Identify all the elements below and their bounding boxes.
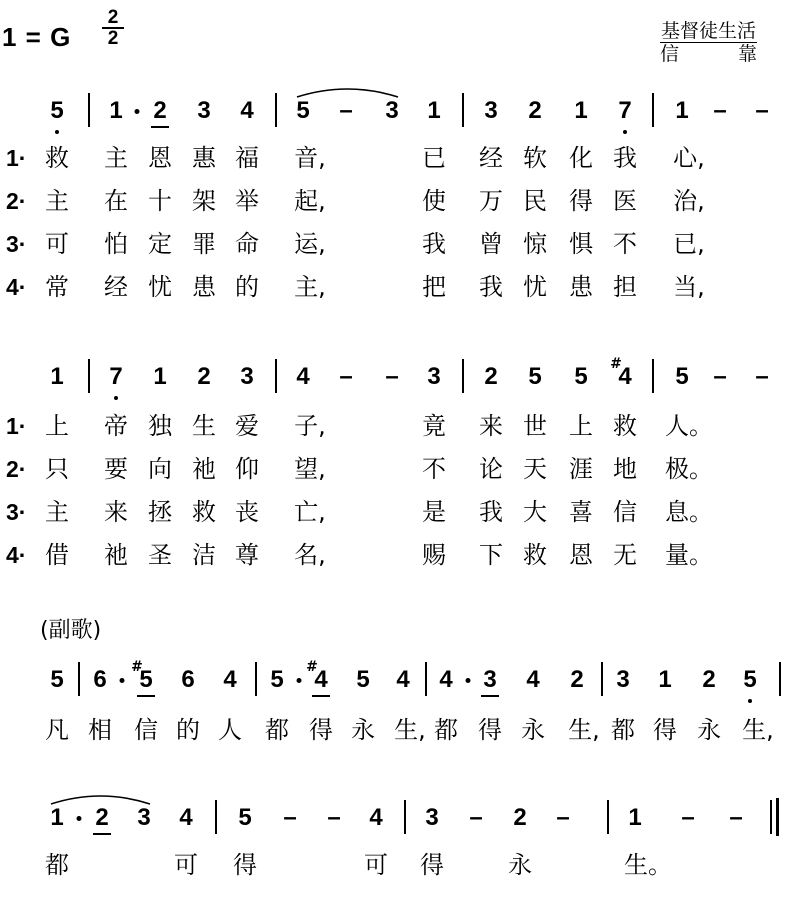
eighth-underline <box>481 695 499 697</box>
slur-group <box>0 91 799 131</box>
lyric-char: 大 <box>523 498 547 526</box>
verse-number: 4 · <box>6 540 26 570</box>
lyric-char: 忧 <box>523 273 547 301</box>
lyric-char: 永 <box>521 716 545 744</box>
lyric-char: 仰 <box>235 455 259 483</box>
note: 3 <box>197 97 211 124</box>
lyric-char: 救 <box>613 412 637 440</box>
note: 2 <box>513 804 527 831</box>
note: 5 <box>50 97 64 124</box>
key-signature: 1 = G <box>2 22 72 52</box>
note: 1 <box>153 363 167 390</box>
lyric-char: 望, <box>294 455 326 483</box>
lyric-char: 尊 <box>235 541 259 569</box>
eighth-underline <box>137 695 155 697</box>
note: 4 <box>314 666 328 693</box>
note: 3 <box>427 363 441 390</box>
sustain-dash: – <box>755 363 769 390</box>
lyric-char: 丧 <box>235 498 259 526</box>
lyric-char: 人 <box>218 716 242 744</box>
lyric-char: 举 <box>235 187 259 215</box>
hymn-category: 基督徒生活 <box>660 20 756 42</box>
system-4-music <box>0 798 799 838</box>
lyric-char: 名, <box>294 541 326 569</box>
lyric-char: 已, <box>673 230 705 258</box>
lyric-char: 只 <box>45 455 69 483</box>
lyric-char: 信 <box>134 716 158 744</box>
note: 4 <box>618 363 632 390</box>
subcategory-char-2: 靠 <box>737 43 757 65</box>
lyric-char: 曾 <box>479 230 503 258</box>
lyric-char: 软 <box>523 144 547 172</box>
lyric-char: 都 <box>265 716 289 744</box>
note: 6 <box>181 666 195 693</box>
note: 4 <box>369 804 383 831</box>
note: 3 <box>425 804 439 831</box>
lyric-char: 生 <box>192 412 216 440</box>
lyric-char: 永 <box>697 716 721 744</box>
verse-line <box>0 272 799 312</box>
system-1-music <box>0 91 799 131</box>
augmentation-dot <box>297 678 302 683</box>
sharp-sign: # <box>610 356 622 372</box>
lyric-char: 主 <box>45 187 69 215</box>
bar-line <box>652 359 654 393</box>
note: 5 <box>356 666 370 693</box>
bar-line <box>275 359 277 393</box>
note: 1 <box>50 363 64 390</box>
bar-line <box>88 359 90 393</box>
hymn-attribution <box>660 20 757 65</box>
lyric-char: 恩 <box>569 541 593 569</box>
note: 4 <box>396 666 410 693</box>
lyric-char: 下 <box>479 541 503 569</box>
low-octave-dot <box>748 699 752 703</box>
lyric-char: 子, <box>294 412 326 440</box>
bar-line <box>779 662 781 696</box>
lyric-char: 赐 <box>422 541 446 569</box>
lyric-char: 心, <box>673 144 705 172</box>
note: 4 <box>240 97 254 124</box>
system-3-lyrics <box>0 715 799 755</box>
sustain-dash: – <box>339 97 353 124</box>
lyric-char: 涯 <box>569 455 593 483</box>
lyric-char: 凡 <box>45 716 69 744</box>
time-numerator: 2 <box>102 8 124 29</box>
note: 5 <box>238 804 252 831</box>
lyric-char: 已 <box>422 144 446 172</box>
lyric-char: 独 <box>148 412 172 440</box>
lyric-char: 洁 <box>192 541 216 569</box>
lyric-char: 民 <box>523 187 547 215</box>
lyric-char: 是 <box>422 498 446 526</box>
lyric-char: 要 <box>104 455 128 483</box>
note: 1 <box>109 97 123 124</box>
lyric-char: 得 <box>478 716 502 744</box>
bar-line <box>425 662 427 696</box>
verse-number: 1 · <box>6 411 26 441</box>
lyric-char: 惊 <box>523 230 547 258</box>
lyric-char: 息。 <box>665 498 713 526</box>
lyric-char: 来 <box>479 412 503 440</box>
lyric-char: 罪 <box>192 230 216 258</box>
lyric-char: 得 <box>569 187 593 215</box>
lyric-char: 的 <box>176 716 200 744</box>
note: 1 <box>427 97 441 124</box>
lyric-char: 都 <box>611 716 635 744</box>
note: 4 <box>439 666 453 693</box>
lyric-char: 可 <box>364 851 388 879</box>
lyric-char: 主, <box>294 273 326 301</box>
note: 2 <box>570 666 584 693</box>
lyric-char: 帝 <box>104 412 128 440</box>
lyric-char: 治, <box>673 187 705 215</box>
subcategory-char-1: 信 <box>659 43 679 65</box>
lyric-char: 相 <box>88 716 112 744</box>
lyric-char: 不 <box>422 455 446 483</box>
lyric-char: 竟 <box>422 412 446 440</box>
lyric-char: 不 <box>613 230 637 258</box>
lyric-char: 地 <box>613 455 637 483</box>
lyric-char: 把 <box>422 273 446 301</box>
verse-number: 3 · <box>6 229 26 259</box>
lyric-char: 得 <box>233 851 257 879</box>
sustain-dash: – <box>385 363 399 390</box>
note: 3 <box>137 804 151 831</box>
verse-number: 3 · <box>6 497 26 527</box>
note: 2 <box>484 363 498 390</box>
lyric-char: 救 <box>45 144 69 172</box>
lyric-char: 得 <box>309 716 333 744</box>
note: 3 <box>385 97 399 124</box>
sustain-dash: – <box>469 804 483 831</box>
note: 7 <box>618 97 632 124</box>
verse-number: 1 · <box>6 143 26 173</box>
lyric-char: 运, <box>294 230 326 258</box>
sustain-dash: – <box>339 363 353 390</box>
sustain-dash: – <box>713 97 727 124</box>
lyric-char: 天 <box>523 455 547 483</box>
slur-arc <box>51 796 150 804</box>
bar-line <box>601 662 603 696</box>
sustain-dash: – <box>681 804 695 831</box>
lyric-char: 万 <box>479 187 503 215</box>
lyric-char: 的 <box>235 273 259 301</box>
slur-arc <box>297 89 398 97</box>
lyric-char: 架 <box>192 187 216 215</box>
lyric-char: 上 <box>45 412 69 440</box>
lyric-char: 永 <box>351 716 375 744</box>
time-denominator: 2 <box>107 28 119 49</box>
verse-number: 2 · <box>6 186 26 216</box>
note: 4 <box>296 363 310 390</box>
lyric-char: 十 <box>148 187 172 215</box>
lyric-char: 救 <box>192 498 216 526</box>
lyric-char: 音, <box>294 144 326 172</box>
augmentation-dot <box>120 678 125 683</box>
verse-line <box>0 497 799 537</box>
verse-line <box>0 540 799 580</box>
sustain-dash: – <box>729 804 743 831</box>
note: 7 <box>109 363 123 390</box>
note: 1 <box>628 804 642 831</box>
lyric-char: 爱 <box>235 412 259 440</box>
lyric-char: 信 <box>613 498 637 526</box>
note: 1 <box>574 97 588 124</box>
note: 2 <box>153 97 167 124</box>
lyric-char: 来 <box>104 498 128 526</box>
system-4-lyrics <box>0 850 799 890</box>
verse-number: 2 · <box>6 454 26 484</box>
lyric-char: 福 <box>235 144 259 172</box>
note: 1 <box>658 666 672 693</box>
eighth-underline <box>312 695 330 697</box>
verse-number: 4 · <box>6 272 26 302</box>
note: 3 <box>484 97 498 124</box>
lyric-char: 论 <box>479 455 503 483</box>
lyric-char: 我 <box>479 498 503 526</box>
lyric-char: 向 <box>148 455 172 483</box>
lyric-char: 圣 <box>148 541 172 569</box>
lyric-char: 经 <box>479 144 503 172</box>
lyric-char: 永 <box>508 851 532 879</box>
lyric-char: 人。 <box>665 412 713 440</box>
note: 5 <box>50 666 64 693</box>
note: 3 <box>616 666 630 693</box>
verse-line <box>0 143 799 183</box>
lyric-char: 怕 <box>104 230 128 258</box>
sustain-dash: – <box>283 804 297 831</box>
note: 5 <box>574 363 588 390</box>
sustain-dash: – <box>556 804 570 831</box>
note: 6 <box>93 666 107 693</box>
lyric-char: 常 <box>45 273 69 301</box>
note: 4 <box>179 804 193 831</box>
lyric-char: 极。 <box>665 455 713 483</box>
lyric-char: 都 <box>45 851 69 879</box>
lyric-char: 患 <box>569 273 593 301</box>
lyric-char: 惧 <box>569 230 593 258</box>
note: 4 <box>526 666 540 693</box>
sustain-dash: – <box>327 804 341 831</box>
lyric-char: 救 <box>523 541 547 569</box>
lyric-char: 我 <box>422 230 446 258</box>
lyric-char: 起, <box>294 187 326 215</box>
lyric-char: 喜 <box>569 498 593 526</box>
note: 5 <box>296 97 310 124</box>
system-2-music <box>0 357 799 397</box>
lyric-char: 生。 <box>624 851 672 879</box>
lyric-char: 当, <box>673 273 705 301</box>
lyric-char: 定 <box>148 230 172 258</box>
lyric-char: 主 <box>104 144 128 172</box>
lyric-char: 可 <box>45 230 69 258</box>
lyric-char: 命 <box>235 230 259 258</box>
note: 1 <box>50 804 64 831</box>
lyric-char: 借 <box>45 541 69 569</box>
verse-line <box>0 411 799 451</box>
verse-line <box>0 229 799 269</box>
bar-line <box>78 662 80 696</box>
lyric-char: 我 <box>613 144 637 172</box>
note: 2 <box>95 804 109 831</box>
bar-line <box>255 662 257 696</box>
note: 2 <box>528 97 542 124</box>
note: 5 <box>139 666 153 693</box>
verse-line <box>0 454 799 494</box>
note: 5 <box>675 363 689 390</box>
verse-line <box>0 186 799 226</box>
sustain-dash: – <box>713 363 727 390</box>
lyric-char: 祂 <box>192 455 216 483</box>
note: 5 <box>743 666 757 693</box>
lyric-char: 上 <box>569 412 593 440</box>
lyric-char: 化 <box>569 144 593 172</box>
lyric-char: 患 <box>192 273 216 301</box>
chorus-label: (副歌) <box>40 618 102 643</box>
hymn-subcategory <box>660 43 757 65</box>
low-octave-dot <box>114 396 118 400</box>
lyric-char: 恩 <box>148 144 172 172</box>
lyric-char: 拯 <box>148 498 172 526</box>
lyric-char: 主 <box>45 498 69 526</box>
slur-group <box>0 798 799 838</box>
bar-line <box>462 359 464 393</box>
sharp-sign: # <box>131 659 143 675</box>
lyric-char: 得 <box>420 851 444 879</box>
augmentation-dot <box>466 678 471 683</box>
lyric-char: 无 <box>613 541 637 569</box>
lyric-char: 可 <box>174 851 198 879</box>
note: 5 <box>270 666 284 693</box>
note: 3 <box>483 666 497 693</box>
note: 2 <box>197 363 211 390</box>
lyric-char: 生, <box>394 716 426 744</box>
time-signature <box>102 8 124 48</box>
lyric-char: 我 <box>479 273 503 301</box>
lyric-char: 在 <box>104 187 128 215</box>
sustain-dash: – <box>755 97 769 124</box>
note: 1 <box>675 97 689 124</box>
lyric-char: 医 <box>613 187 637 215</box>
lyric-char: 祂 <box>104 541 128 569</box>
note: 5 <box>528 363 542 390</box>
lyric-char: 惠 <box>192 144 216 172</box>
lyric-char: 世 <box>523 412 547 440</box>
lyric-char: 担 <box>613 273 637 301</box>
note: 2 <box>702 666 716 693</box>
sharp-sign: # <box>306 659 318 675</box>
lyric-char: 量。 <box>665 541 713 569</box>
lyric-char: 生, <box>742 716 774 744</box>
lyric-char: 经 <box>104 273 128 301</box>
lyric-char: 亡, <box>294 498 326 526</box>
lyric-char: 使 <box>422 187 446 215</box>
note: 4 <box>223 666 237 693</box>
note: 3 <box>240 363 254 390</box>
lyric-char: 生, <box>568 716 600 744</box>
system-3-music <box>0 660 799 700</box>
lyric-char: 得 <box>653 716 677 744</box>
lyric-char: 忧 <box>148 273 172 301</box>
lyric-char: 都 <box>434 716 458 744</box>
